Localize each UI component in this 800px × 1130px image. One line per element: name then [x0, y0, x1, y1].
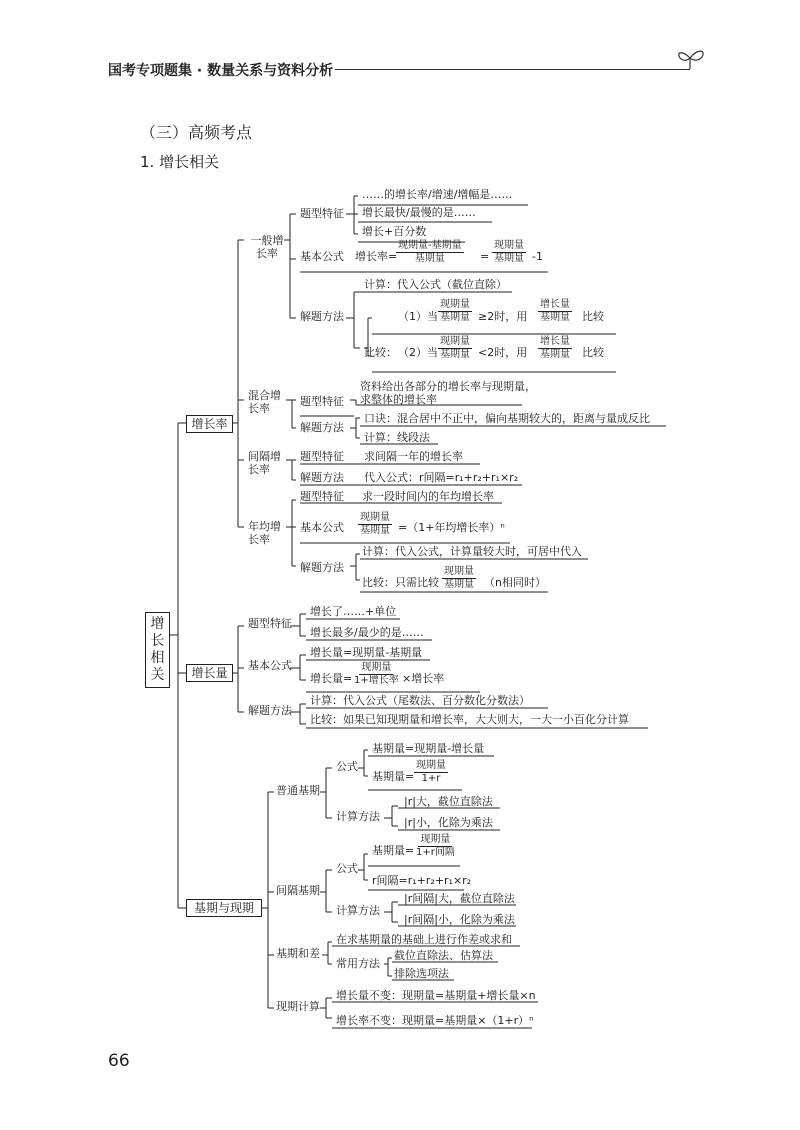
connector [286, 400, 296, 428]
mixed-feature-line2: 求整体的增长率 [360, 393, 437, 406]
current-calc-label: 现期计算 [276, 1000, 320, 1013]
average-formula-label: 基本公式 [300, 521, 344, 534]
sprout-icon [679, 51, 703, 69]
amount-formula-pre: 增长量= [310, 672, 353, 685]
interval-method-label: 计算方法 [336, 904, 380, 917]
page-number: 66 [108, 1051, 130, 1071]
compare-case1-mid: ≥2时，用 [478, 310, 528, 323]
normal-base-label: 普通基期 [276, 784, 320, 797]
sumdiff-method-label: 常用方法 [336, 957, 380, 970]
general-formula-label: 基本公式 [300, 250, 344, 263]
interval-formula-frac: 现期量 1+r间隔 [416, 834, 455, 858]
connector [262, 792, 274, 1008]
general-feature-item: 增长+百分数 [362, 225, 427, 238]
amount-formula-label: 基本公式 [248, 659, 292, 672]
sumdiff-label: 基期和差 [276, 947, 320, 960]
mixed-rate-label: 混合增长率 [248, 389, 281, 415]
mixed-feature-line1: 资料给出各部分的增长率与现期量， [360, 380, 536, 393]
current-calc-item: 增长率不变：现期量=基期量×（1+r）ⁿ [336, 1014, 534, 1027]
general-feature-item: ……的增长率/增速/增幅是…… [362, 188, 513, 201]
average-feature-text: 求一段时间内的年均增长率 [362, 490, 494, 503]
general-formula-fraction: 现期量-基期量 基期量 [398, 240, 462, 264]
root-node [145, 612, 170, 688]
general-formula-eq: = [480, 250, 490, 263]
normal-method-label: 计算方法 [336, 810, 380, 823]
interval-feature-text: 求间隔一年的增长率 [364, 450, 463, 463]
average-formula-frac: 现期量 基期量 [360, 512, 390, 536]
general-feature-label: 题型特征 [300, 207, 344, 220]
average-method-calc: 计算：代入公式，计算量较大时，可居中代入 [362, 545, 582, 558]
page-header-title: 国考专项题集 · 数量关系与资料分析 [108, 63, 334, 79]
compare-case1-pre: （1）当 [398, 310, 438, 323]
average-formula-rhs: =（1+年均增长率）ⁿ [398, 521, 505, 534]
interval-formula-pre: 基期量= [372, 844, 415, 857]
interval-formula-line2: r间隔=r₁+r₂+r₁×r₂ [372, 874, 472, 887]
node-rate: 增长率 [186, 415, 233, 433]
section-title: （三）高频考点 [140, 123, 253, 142]
average-rate-label: 年均增长率 [248, 520, 281, 546]
interval-method-item: |r间隔|大，截位直除法 [404, 892, 515, 905]
connector [320, 768, 332, 818]
normal-formula-frac: 现期量 1+r [416, 760, 446, 784]
interval-method-text: 代入公式：r间隔=r₁+r₂+r₁×r₂ [364, 471, 519, 484]
compare-case2-frac: 现期量 基期量 [440, 336, 470, 360]
compare-case2-mid: <2时，用 [478, 346, 528, 359]
connector [346, 196, 358, 234]
connector [233, 240, 244, 527]
general-method-compare: 比较： [364, 346, 397, 359]
interval-method-item: |r间隔|小，化除为乘法 [404, 913, 515, 926]
average-method-cmp-pre: 比较：只需比较 [362, 576, 439, 589]
general-formula-prefix: 增长率= [355, 250, 398, 263]
header-rule [335, 69, 690, 70]
mixed-method-item: 计算：线段法 [364, 431, 430, 444]
compare-case2-frac2: 增长量 基期量 [540, 336, 570, 360]
average-method-cmp-post: （n相同时） [484, 576, 546, 589]
normal-formula-line1: 基期量=现期量-增长量 [372, 742, 485, 755]
connector [346, 292, 360, 348]
connector [233, 626, 244, 712]
compare-case1-frac2: 增长量 基期量 [540, 299, 570, 323]
interval-feature-label: 题型特征 [300, 450, 344, 463]
mixed-method-label: 解题方法 [300, 421, 344, 434]
sumdiff-method-item: 截位直除法、估算法 [394, 949, 493, 962]
interval-rate-label: 间隔增长率 [248, 450, 281, 476]
mixed-feature-label: 题型特征 [300, 395, 344, 408]
amount-formula-line1: 增长量=现期量-基期量 [310, 646, 423, 659]
compare-case1-post: 比较 [582, 310, 604, 323]
compare-case2-post: 比较 [582, 346, 604, 359]
amount-feature-item: 增长最多/最少的是…… [310, 626, 424, 639]
general-formula-fraction2: 现期量 基期量 [494, 240, 524, 264]
average-method-cmp-frac: 现期量 基期量 [444, 566, 474, 590]
general-formula-suffix: -1 [532, 250, 543, 263]
average-feature-label: 题型特征 [300, 490, 344, 503]
amount-formula-post: ×增长率 [402, 672, 445, 685]
connector [364, 318, 616, 372]
root-label: 增长相关 [150, 616, 165, 683]
normal-method-item: |r|大，截位直除法 [404, 795, 493, 808]
compare-case1-frac: 现期量 基期量 [440, 299, 470, 323]
general-rate-label: 一般增长率 [250, 234, 284, 260]
general-feature-item: 增长最快/最慢的是…… [362, 206, 476, 219]
compare-case2-pre: （2）当 [398, 346, 438, 359]
normal-method-item: |r|小，化除为乘法 [404, 816, 493, 829]
average-method-label: 解题方法 [300, 561, 344, 574]
amount-method-item: 计算：代入公式（尾数法、百分数化分数法） [310, 694, 530, 707]
normal-formula-label: 公式 [336, 760, 358, 773]
mixed-method-item: 口诀：混合居中不正中，偏向基期较大的，距离与量成反比 [364, 412, 650, 425]
interval-base-label: 间隔基期 [276, 884, 320, 897]
sumdiff-method-item: 排除选项法 [394, 967, 449, 980]
node-amount: 增长量 [186, 664, 233, 682]
node-base-current: 基期与现期 [186, 899, 262, 917]
current-calc-item: 增长量不变：现期量=基期量+增长量×n [336, 989, 536, 1002]
interval-method-label: 解题方法 [300, 471, 344, 484]
section-subtitle: 1. 增长相关 [140, 153, 220, 171]
connector [284, 214, 296, 318]
general-method-calc: 计算：代入公式（截位直除） [364, 278, 507, 291]
connector [170, 423, 186, 908]
general-method-label: 解题方法 [300, 310, 344, 323]
amount-method-item: 比较：如果已知现期量和增长率，大大则大，一大一小百化分计算 [310, 713, 629, 726]
interval-formula-label: 公式 [336, 862, 358, 875]
normal-formula-pre: 基期量= [372, 770, 415, 783]
amount-feature-item: 增长了……+单位 [310, 605, 397, 618]
amount-feature-label: 题型特征 [248, 617, 292, 630]
sumdiff-line1: 在求基期量的基础上进行作差或求和 [336, 933, 512, 946]
connector [320, 870, 332, 912]
amount-method-label: 解题方法 [248, 704, 292, 717]
amount-formula-frac: 现期量 1+增长率 [354, 662, 399, 686]
